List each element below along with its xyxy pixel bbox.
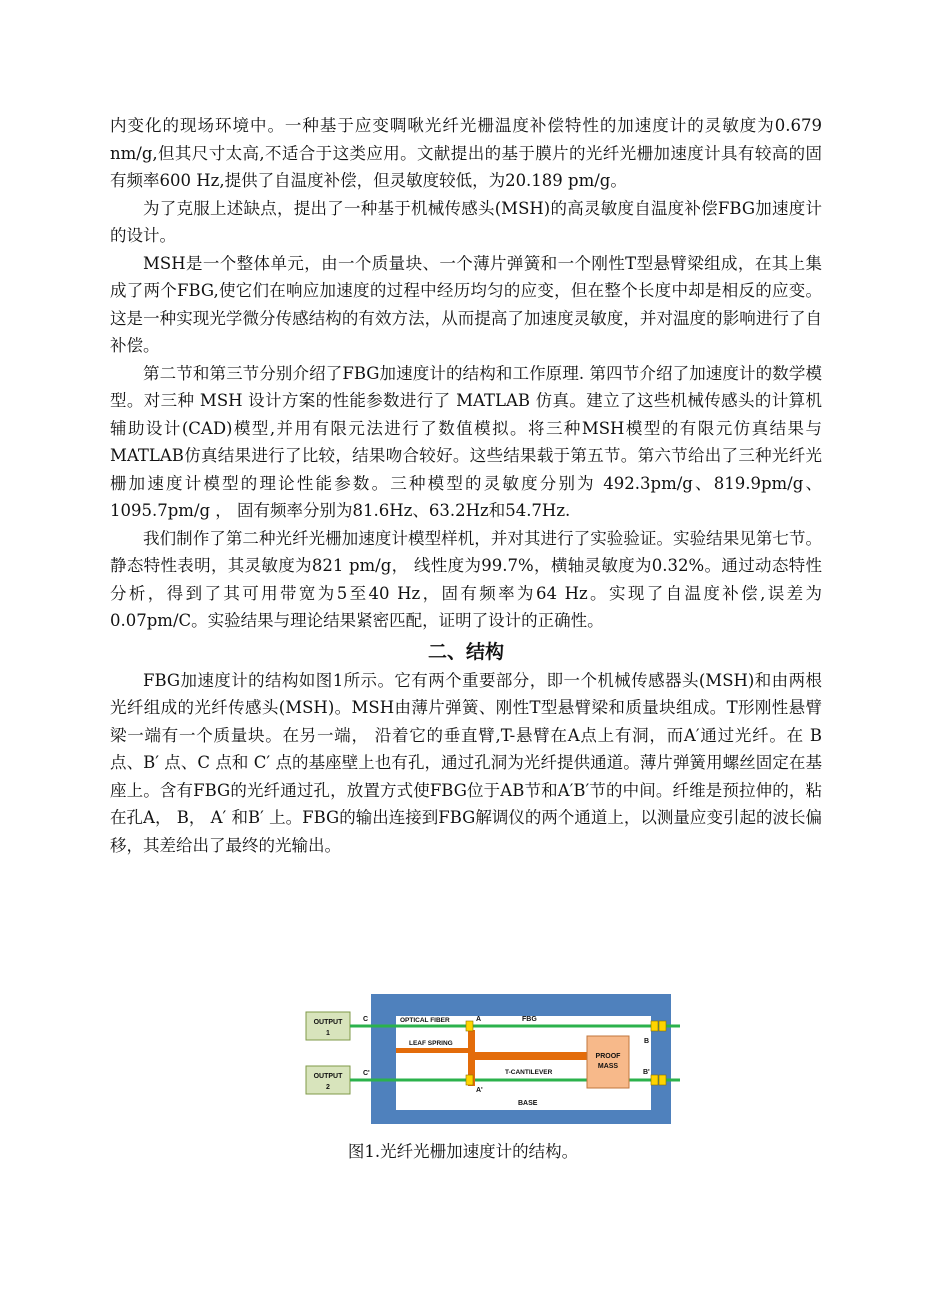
label-t-cantilever: T-CANTILEVER	[505, 1069, 553, 1076]
label-leaf-spring: LEAF SPRING	[409, 1040, 453, 1047]
proof-mass-label-2: MASS	[597, 1063, 619, 1070]
paragraph-4: 第二节和第三节分别介绍了FBG加速度计的结构和工作原理. 第四节介绍了加速度计的数学模型。对三种 MSH 设计方案的性能参数进行了 MATLAB 仿真。建立了这些机械传感头的计算机辅助设计(CAD)模型,并用有限元法进行了数值模拟。将三种MSH模型的有限元仿真结果与MATLAB仿真结果进行了比较，结果吻合较好。这些结果载于第五节。第六节给出了三种光纤光栅加速度计模型的理论性能参数。三种模型的灵敏度分别为 492.3pm/g、819.9pm/g、1095.7pm/g ， 固有频率分别为81.6Hz、63.2Hz和54.7Hz.	[110, 363, 822, 520]
section-paragraph: FBG加速度计的结构如图1所示。它有两个重要部分，即一个机械传感器头(MSH)和由两根光纤组成的光纤传感头(MSH)。MSH由薄片弹簧、刚性T型悬臂梁和质量块组成。T形刚性悬臂梁一端有一个质量块。在另一端， 沿着它的垂直臂,T-悬臂在A点上有洞，而A′通过光纤。在 B 点、B′ 点、C 点和 C′ 点的基座壁上也有孔，通过孔洞为光纤提供通道。薄片弹簧用螺丝固定在基座上。含有FBG的光纤通过孔，放置方式使FBG位于AB节和A′B′节的中间。纤维是预拉伸的，粘在孔A， B， A′ 和B′ 上。FBG的输出连接到FBG解调仪的两个通道上，以测量应变引起的波长偏移，其差给出了最终的光输出。	[110, 670, 822, 855]
output-2-label: OUTPUT	[313, 1073, 343, 1080]
label-b-prime: B'	[643, 1069, 650, 1076]
paragraph-5: 我们制作了第二种光纤光栅加速度计模型样机，并对其进行了实验验证。实验结果见第七节。静态特性表明，其灵敏度为821 pm/g， 线性度为99.7%，横轴灵敏度为0.32%。通过动态特性分析，得到了其可用带宽为5至40 Hz，固有频率为64 Hz。实现了自温度补偿,误差为0.07pm/C。实验结果与理论结果紧密匹配，证明了设计的正确性。	[110, 528, 822, 630]
hole-a-prime	[466, 1075, 473, 1085]
label-base: BASE	[518, 1100, 538, 1107]
label-c: C	[363, 1016, 369, 1023]
paragraph-1: 内变化的现场环境中。一种基于应变啁啾光纤光栅温度补偿特性的加速度计的灵敏度为0.679 nm/g,但其尺寸太高,不适合于这类应用。文献提出的基于膜片的光纤光栅加速度计具有较高的固有频率600 Hz,提供了自温度补偿，但灵敏度较低，为20.189 pm/g。	[110, 116, 822, 190]
label-a-prime: A'	[476, 1087, 483, 1094]
label-a: A	[476, 1016, 482, 1023]
proof-mass-label-1: PROOF	[595, 1053, 621, 1060]
t-cantilever-arm	[475, 1052, 590, 1060]
leaf-spring	[396, 1048, 471, 1053]
hole-b-prime	[651, 1075, 658, 1085]
page-body	[110, 112, 822, 859]
section-heading: 二、结构	[427, 640, 504, 663]
accelerometer-structure-figure	[300, 988, 680, 1128]
hole-b	[651, 1021, 658, 1031]
paragraph-2: 为了克服上述缺点，提出了一种基于机械传感头(MSH)的高灵敏度自温度补偿FBG加速度计的设计。	[110, 198, 822, 245]
paragraph-3: MSH是一个整体单元，由一个质量块、一个薄片弹簧和一个刚性T型悬臂梁组成，在其上集成了两个FBG,使它们在响应加速度的过程中经历均匀的应变，但在整个长度中却是相反的应变。这是一种实现光学微分传感结构的有效方法，从而提高了加速度灵敏度，并对温度的影响进行了自补偿。	[110, 253, 822, 355]
figure-caption: 图1.光纤光栅加速度计的结构。	[347, 1142, 579, 1161]
hole-a	[466, 1021, 473, 1031]
hole-b-outer	[659, 1021, 666, 1031]
proof-mass	[587, 1036, 629, 1088]
label-b: B	[644, 1038, 650, 1045]
hole-b-prime-outer	[659, 1075, 666, 1085]
label-fbg: FBG	[522, 1016, 537, 1023]
output-2-number: 2	[326, 1084, 330, 1091]
label-c-prime: C'	[363, 1070, 370, 1077]
label-optical-fiber: OPTICAL FIBER	[400, 1017, 450, 1024]
output-1-label: OUTPUT	[313, 1019, 343, 1026]
output-1-number: 1	[326, 1030, 330, 1037]
